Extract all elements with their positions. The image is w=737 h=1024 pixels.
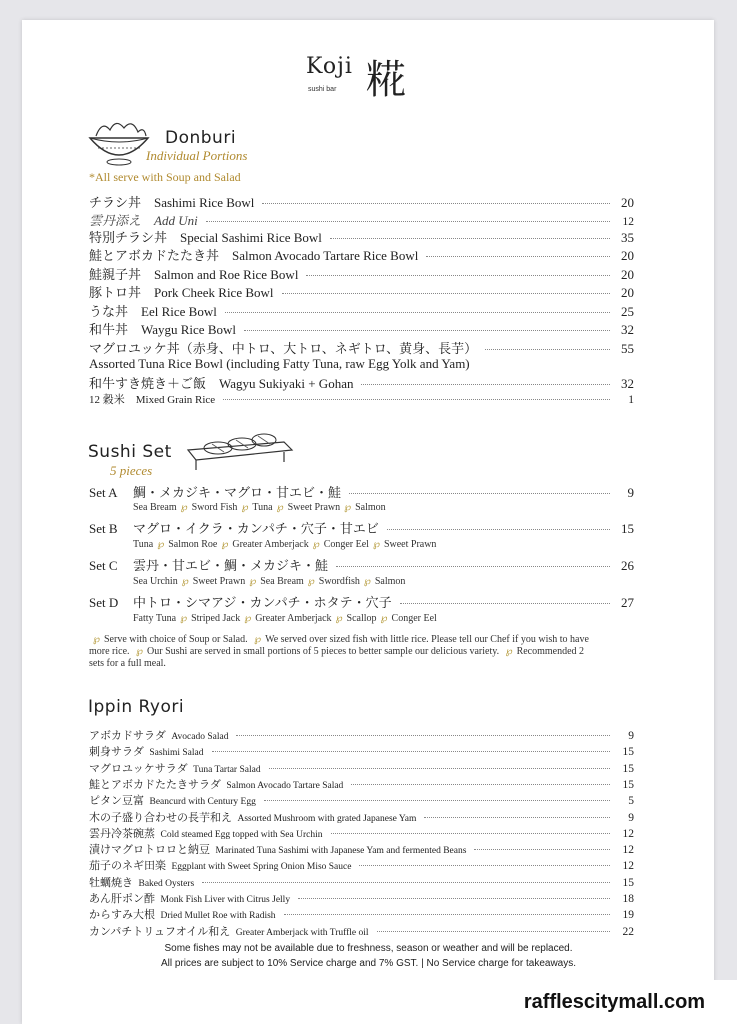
item-price: 55 — [621, 341, 634, 356]
ippin-item — [89, 857, 634, 873]
donburi-item — [89, 192, 634, 211]
item-name — [89, 825, 323, 841]
set-price: 15 — [621, 521, 634, 536]
leaf-icon: ℘ — [180, 613, 188, 624]
donburi-item — [89, 301, 634, 320]
set-details — [133, 539, 436, 550]
item-price: 22 — [622, 925, 634, 938]
dot-leader — [330, 238, 610, 239]
leaf-icon: ℘ — [244, 613, 252, 624]
item-name: 鮭とアボカドたたき丼 Salmon Avocado Tartare Rice Bowl — [89, 248, 419, 263]
sushi-note-2: We served over sized fish with little rice. Please tell our Chef if you wish to have more rice. — [89, 634, 589, 657]
footer-line-1: Some fishes may not be available due to freshness, season or weather and will be replaced. — [164, 943, 573, 954]
ippin-item — [89, 727, 634, 743]
leaf-icon: ℘ — [136, 646, 144, 657]
item-name: 12 穀米 Mixed Grain Rice — [89, 394, 216, 406]
dot-leader — [377, 931, 610, 932]
ippin-title: Ippin Ryori — [88, 697, 185, 717]
set-detail-item: Striped Jack — [191, 613, 241, 624]
item-jp-name: 牡蠣焼き — [89, 876, 133, 889]
leaf-icon: ℘ — [93, 634, 100, 645]
item-name: うな丼 Eel Rice Bowl — [89, 304, 217, 319]
ippin-item — [89, 809, 634, 825]
dot-leader — [306, 275, 610, 276]
leaf-icon: ℘ — [254, 634, 262, 645]
dot-leader — [361, 384, 610, 385]
item-price: 15 — [622, 876, 634, 889]
item-jp-name: 漬けマグロトロロと納豆 — [89, 844, 210, 857]
item-jp-name: ピタン豆富 — [89, 795, 144, 808]
item-price: 12 — [622, 844, 634, 857]
set-detail-item: Conger Eel — [391, 613, 437, 624]
logo-subtitle: sushi bar — [308, 86, 337, 93]
item-price: 18 — [622, 893, 634, 905]
item-name — [89, 776, 343, 792]
sushi-set-title: Sushi Set — [88, 442, 172, 462]
item-price: 25 — [621, 304, 634, 319]
item-price: 12 — [622, 827, 634, 840]
sushi-platter-illustration — [184, 420, 296, 476]
item-name — [89, 923, 369, 939]
leaf-icon: ℘ — [276, 502, 284, 513]
donburi-item — [89, 356, 634, 372]
donburi-item — [89, 338, 634, 357]
logo — [306, 46, 446, 106]
item-name — [89, 906, 276, 922]
set-detail-item: Tuna — [133, 539, 154, 550]
set-detail-item: Sweet Prawn — [383, 539, 437, 550]
watermark: rafflescitymall.com — [492, 980, 737, 1024]
item-en-name: Avocado Salad — [171, 732, 229, 742]
dot-leader — [202, 882, 610, 883]
rice-bowl-illustration — [86, 112, 152, 168]
leaf-icon: ℘ — [312, 539, 320, 550]
ippin-item — [89, 906, 634, 922]
item-price: 12 — [622, 216, 634, 228]
set-jp-name: 鯛・メカジキ・マグロ・甘エビ・鮭 — [133, 485, 342, 500]
ippin-item — [89, 841, 634, 857]
ippin-item — [89, 825, 634, 841]
item-name — [89, 760, 261, 776]
set-detail-item: Salmon — [374, 576, 406, 587]
dot-leader — [424, 817, 610, 818]
item-en-name: Beancurd with Century Egg — [149, 797, 256, 808]
set-detail-item: Sea Bream — [260, 576, 304, 587]
item-en-name: Salmon Avocado Tartare Salad — [226, 780, 344, 791]
dot-leader — [474, 849, 610, 850]
donburi-item — [89, 264, 634, 283]
item-name — [89, 727, 228, 743]
item-price: 20 — [621, 267, 634, 282]
item-price: 12 — [622, 860, 634, 873]
donburi-item — [89, 319, 634, 338]
item-name — [89, 841, 466, 857]
item-price: 15 — [622, 778, 634, 791]
item-price: 35 — [621, 230, 634, 245]
item-name: 雲丹添え Add Uni — [89, 213, 198, 228]
item-en-name: Tuna Tartar Salad — [193, 764, 261, 775]
item-en-name: Dried Mullet Roe with Radish — [160, 911, 276, 922]
item-en-name: Sashimi Salad — [149, 748, 204, 759]
item-name — [89, 857, 351, 873]
leaf-icon: ℘ — [380, 613, 388, 624]
item-jp-name: 茄子のネギ田楽 — [89, 860, 166, 873]
item-name: 豚トロ丼 Pork Cheek Rice Bowl — [89, 285, 274, 300]
sushi-set-row — [89, 482, 634, 501]
donburi-subtitle: Individual Portions — [146, 148, 248, 163]
item-price: 15 — [622, 746, 634, 759]
donburi-item — [89, 245, 634, 264]
sushi-set-row — [89, 518, 634, 537]
set-code: Set D — [89, 595, 119, 610]
leaf-icon: ℘ — [344, 502, 352, 513]
item-price: 32 — [621, 376, 634, 391]
dot-leader — [351, 784, 610, 785]
item-price: 15 — [622, 762, 634, 775]
dot-leader — [298, 898, 610, 899]
item-jp-name: あん肝ポン酢 — [89, 893, 155, 905]
set-detail-item: Sweet Prawn — [287, 502, 341, 513]
dot-leader — [387, 529, 610, 530]
item-jp-name: 刺身サラダ — [89, 746, 144, 759]
dot-leader — [400, 603, 610, 604]
dot-leader — [262, 203, 610, 204]
set-jp-name: 雲丹・甘エビ・鯛・メカジキ・鮭 — [133, 558, 329, 573]
set-detail-item: Greater Amberjack — [232, 539, 309, 550]
leaf-icon: ℘ — [363, 576, 371, 587]
dot-leader — [225, 312, 610, 313]
ippin-item — [89, 760, 634, 776]
item-name — [89, 809, 416, 825]
set-detail-item: Sweet Prawn — [192, 576, 246, 587]
sushi-notes — [89, 634, 589, 670]
dot-leader — [223, 399, 610, 400]
dot-leader — [236, 735, 610, 736]
item-jp-name: 木の子盛り合わせの長芋和え — [89, 811, 232, 824]
set-code: Set C — [89, 558, 118, 573]
sushi-set-subtitle: 5 pieces — [110, 463, 153, 478]
donburi-item — [89, 373, 634, 392]
item-en-name: Greater Amberjack with Truffle oil — [235, 927, 369, 938]
leaf-icon: ℘ — [180, 502, 188, 513]
leaf-icon: ℘ — [221, 539, 229, 550]
dot-leader — [359, 865, 610, 866]
leaf-icon: ℘ — [307, 576, 315, 587]
item-jp-name: マグロユッケサラダ — [89, 762, 188, 775]
dot-leader — [269, 768, 610, 769]
dot-leader — [282, 293, 610, 294]
ippin-item — [89, 874, 634, 890]
sushi-set-row — [89, 592, 634, 611]
leaf-icon: ℘ — [241, 502, 249, 513]
ippin-item — [89, 923, 634, 939]
set-detail-item: Sea Urchin — [133, 576, 178, 587]
item-price: 20 — [621, 285, 634, 300]
item-price: 20 — [621, 248, 634, 263]
logo-brand: Koji — [306, 54, 353, 79]
donburi-note: *All serve with Soup and Salad — [89, 170, 241, 184]
logo-kanji: 糀 — [366, 57, 406, 103]
item-name — [89, 874, 194, 890]
item-name: 特別チラシ丼 Special Sashimi Rice Bowl — [89, 230, 322, 245]
item-name — [89, 792, 256, 808]
leaf-icon: ℘ — [372, 539, 380, 550]
set-details — [133, 576, 405, 587]
dot-leader — [485, 349, 610, 350]
item-price: 19 — [622, 909, 634, 922]
set-detail-item: Sea Bream — [133, 502, 177, 513]
item-jp-name: 雲丹冷茶碗蒸 — [89, 827, 155, 840]
sushi-set-row — [89, 555, 634, 574]
set-detail-item: Tuna — [252, 502, 273, 513]
leaf-icon: ℘ — [181, 576, 189, 587]
sushi-note-3: Our Sushi are served in small portions of 5 pieces to better sample our delicious variety. — [147, 646, 500, 657]
set-detail-item: Scallop — [346, 613, 377, 624]
dot-leader — [206, 221, 610, 222]
item-name: 鮭親子丼 Salmon and Roe Rice Bowl — [89, 267, 299, 282]
set-code: Set B — [89, 521, 118, 536]
donburi-item — [89, 282, 634, 301]
set-detail-item: Greater Amberjack — [255, 613, 332, 624]
ippin-item — [89, 890, 634, 906]
donburi-item — [89, 391, 634, 407]
item-name: Assorted Tuna Rice Bowl (including Fatty Tuna, raw Egg Yolk and Yam) — [89, 356, 470, 371]
item-name — [89, 890, 290, 906]
dot-leader — [284, 914, 610, 915]
item-en-name: Baked Oysters — [138, 878, 195, 889]
set-detail-item: Swordfish — [318, 576, 360, 587]
item-price: 9 — [628, 811, 634, 824]
set-detail-item: Salmon — [355, 502, 386, 513]
set-detail-item: Conger Eel — [323, 539, 369, 550]
leaf-icon: ℘ — [335, 613, 343, 624]
sushi-note-4: Recommended 2 sets for a full meal. — [89, 646, 585, 669]
item-jp-name: からすみ大根 — [89, 909, 155, 922]
item-name: チラシ丼 Sashimi Rice Bowl — [89, 195, 255, 210]
dot-leader — [331, 833, 611, 834]
set-jp-name: マグロ・イクラ・カンパチ・穴子・甘エビ — [133, 521, 379, 536]
dot-leader — [426, 256, 610, 257]
set-detail-item: Salmon Roe — [168, 539, 218, 550]
item-en-name: Cold steamed Egg topped with Sea Urchin — [160, 829, 323, 840]
item-price: 1 — [628, 394, 634, 406]
dot-leader — [244, 330, 610, 331]
leaf-icon: ℘ — [505, 646, 513, 657]
set-code: Set A — [89, 485, 118, 500]
leaf-icon: ℘ — [249, 576, 257, 587]
item-price: 5 — [628, 795, 634, 808]
dot-leader — [349, 493, 610, 494]
ippin-item — [89, 792, 634, 808]
dot-leader — [264, 800, 610, 801]
item-price: 20 — [621, 195, 634, 210]
set-details — [133, 613, 437, 624]
set-price: 9 — [627, 485, 634, 500]
set-detail-item: Fatty Tuna — [133, 613, 177, 624]
item-en-name: Marinated Tuna Sashimi with Japanese Yam and fermented Beans — [215, 846, 467, 857]
set-price: 26 — [621, 558, 634, 573]
item-name: 和牛丼 Waygu Rice Bowl — [89, 322, 236, 337]
donburi-title: Donburi — [165, 128, 237, 148]
item-jp-name: アボカドサラダ — [89, 730, 166, 742]
footer-line-2: All prices are subject to 10% Service charge and 7% GST. | No Service charge for takeaways. — [160, 958, 576, 969]
ippin-item — [89, 776, 634, 792]
set-jp-name: 中トロ・シマアジ・カンパチ・ホタテ・穴子 — [133, 595, 392, 610]
item-name: マグロユッケ丼（赤身、中トロ、大トロ、ネギトロ、黄身、長芋） — [89, 341, 478, 356]
ippin-item — [89, 743, 634, 759]
item-price: 32 — [621, 322, 634, 337]
set-price: 27 — [621, 595, 634, 610]
dot-leader — [336, 566, 610, 567]
dot-leader — [212, 751, 611, 752]
set-details — [133, 502, 386, 513]
item-name: 和牛すき焼き＋ご飯 Wagyu Sukiyaki + Gohan — [89, 376, 354, 391]
donburi-item — [89, 227, 634, 246]
sushi-note-1: Serve with choice of Soup or Salad. — [103, 634, 248, 645]
item-price: 9 — [628, 730, 634, 742]
set-detail-item: Sword Fish — [191, 502, 238, 513]
item-en-name: Eggplant with Sweet Spring Onion Miso Sauce — [171, 862, 352, 873]
leaf-icon: ℘ — [157, 539, 165, 550]
item-name — [89, 743, 204, 759]
item-en-name: Monk Fish Liver with Citrus Jelly — [160, 895, 291, 905]
item-en-name: Assorted Mushroom with grated Japanese Yam — [237, 813, 417, 824]
item-jp-name: 鮭とアボカドたたきサラダ — [89, 778, 221, 791]
item-jp-name: カンパチトリュフオイル和え — [89, 925, 231, 938]
